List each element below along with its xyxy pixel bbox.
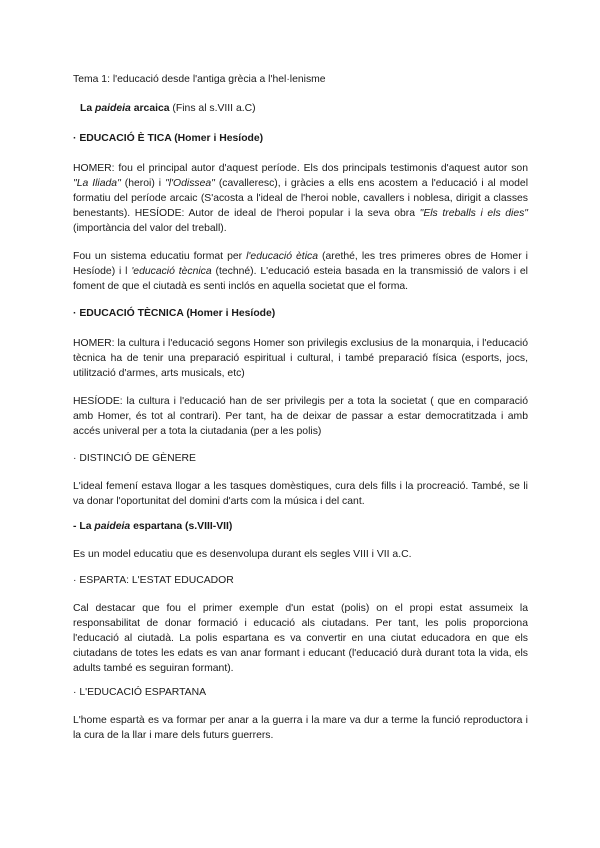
text-run: (techné). L'educació esteia basada en la transmissió de valors i el foment de que el ciutadà es senti inclós en aquella societat que el forma. [73, 266, 528, 292]
paragraph-homer-tecnica: HOMER: la cultura i l'educació segons Homer son privilegis exclusius de la monarquia, i l'educació tècnica ha de tenir una preparació espiritual i cultural, i també preparació física (esports, jocs, utilització d'armes, arts musicals, etc) [73, 338, 528, 379]
text-run-italic: "Els treballs i els dies" [419, 208, 528, 219]
subheading-educacio-etica: · EDUCACIÓ È TICA (Homer i Hesíode) [73, 133, 264, 144]
subheading-educacio-espartana: · L'EDUCACIÓ ESPARTANA [73, 687, 207, 698]
paragraph-hesiode-tecnica: HESÍODE: la cultura i l'educació han de ser privilegis per a tota la societat ( que en comparació amb Homer, és tot al contrari). Per tant, ha de deixar de passar a estar democratitzada i amb accés univeral per a tota la ciutadania (per a les polis) [73, 396, 528, 437]
subheading-educacio-tecnica: · EDUCACIÓ TÈCNICA (Homer i Hesíode) [73, 308, 276, 319]
paragraph-model-educatiu: Es un model educatiu que es desenvolupa durant els segles VIII i VII a.C. [73, 549, 412, 560]
paragraph-sistema-educatiu [73, 249, 528, 294]
heading-part: La [80, 103, 96, 114]
paragraph-home-esparta: L'home espartà es va formar per anar a la guerra i la mare va dur a terme la funció reproductora i la cura de la llar i mare dels futurs guerrers. [73, 715, 528, 741]
text-run: (importància del valor del treball). [73, 223, 227, 234]
subheading-distincio-genere: · DISTINCIÓ DE GÈNERE [73, 453, 196, 464]
text-run: HOMER: fou el principal autor d'aquest període. Els dos principals testimonis d'aquest autor son [73, 163, 528, 174]
text-run: (arethé, les tres primeres obres de Homer i Hesíode) i l [73, 251, 528, 277]
text-run-italic: "La Iliada" [73, 178, 121, 189]
text-run-italic: 'educació tècnica [131, 266, 212, 277]
heading-part: espartana (s.VIII-VII) [130, 521, 233, 532]
heading-emphasis: paideia [94, 521, 131, 532]
text-run: Fou un sistema educatiu format per [73, 251, 247, 262]
text-run: (heroi) i [120, 178, 166, 189]
text-run-italic: "l'Odissea" [165, 178, 215, 189]
section-heading-paideia-espartana [73, 519, 528, 534]
paragraph-esparta-estat: Cal destacar que fou el primer exemple d'un estat (polis) on el propi estat assumeix la responsabilitat de donar formació i educació als ciutadans. Per tant, les polis proporciona l'educació al ciutadà. La polis espartana es va convertir en una ciutat educadora en que els ciutadans de totes les edats es van anar formant i educant (l'educació durà durant tota la vida, els adults també es seguiran formant). [73, 603, 528, 674]
section-heading-paideia-arcaica [80, 101, 535, 116]
heading-part: arcaica [130, 103, 170, 114]
paragraph-ideal-femeni: L'ideal femení estava llogar a les tasques domèstiques, cura dels fills i la procreació. També, se li va donar l'oportunitat del domini d'arts com la música i del cant. [73, 481, 528, 507]
document-title: Tema 1: l'educació desde l'antiga grècia a l'hel·lenisme [73, 74, 326, 85]
subheading-esparta-estat-educador: · ESPARTA: L'ESTAT EDUCADOR [73, 575, 234, 586]
heading-part: (Fins al s.VIII a.C) [169, 103, 256, 114]
text-run-italic: l'educació ètica [246, 251, 318, 262]
paragraph-homer-hesiode [73, 161, 528, 236]
text-run: (cavalleresc), i gràcies a ells ens acostem a l'educació i al model formatiu del període arcaic (S'acosta a l'ideal de l'heroi noble, cavallers i noblesa, dirigit a classes benestants). HESÍODE: Autor de ideal de l'heroi popular i la seva obra [73, 178, 528, 219]
heading-emphasis: paideia [95, 103, 131, 114]
heading-part: - La [73, 521, 95, 532]
